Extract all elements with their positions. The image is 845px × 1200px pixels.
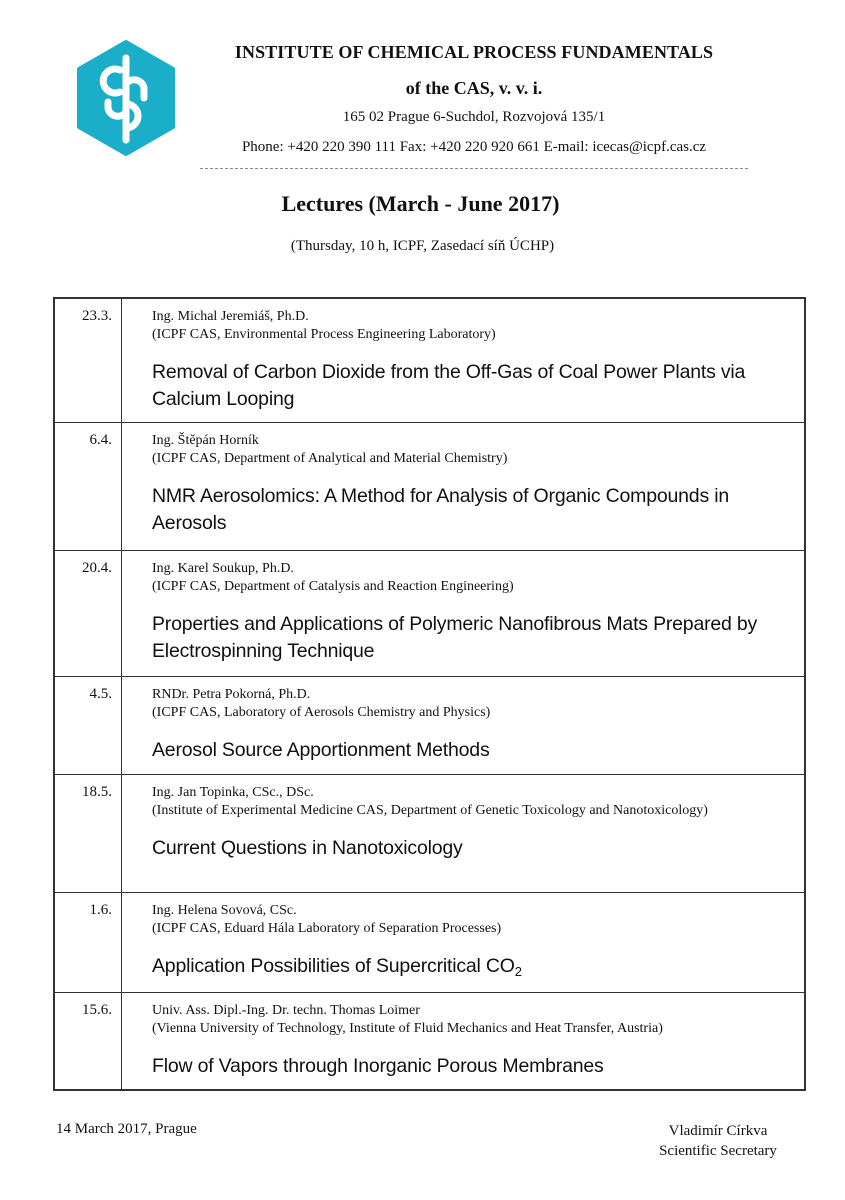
lecture-date: 6.4.	[54, 422, 122, 550]
institute-address: 165 02 Prague 6-Suchdol, Rozvojová 135/1	[342, 109, 606, 125]
lecture-info	[122, 422, 806, 550]
lecture-affiliation: (ICPF CAS, Eduard Hála Laboratory of Separation Processes)	[152, 920, 502, 936]
lecture-speaker: Ing. Jan Topinka, CSc., DSc.	[152, 784, 314, 800]
lecture-date: 18.5.	[54, 774, 122, 892]
document-title-text: Lectures (March - June 2017)	[281, 191, 560, 216]
table-row	[54, 774, 805, 892]
lecture-title: Current Questions in Nanotoxicology	[152, 836, 463, 859]
lecture-speaker: Ing. Karel Soukup, Ph.D.	[152, 560, 294, 576]
lecture-speaker: Ing. Helena Sovová, CSc.	[152, 902, 297, 918]
lecture-date: 23.3.	[54, 298, 122, 422]
lecture-date: 20.4.	[54, 550, 122, 676]
lecture-affiliation: (ICPF CAS, Department of Catalysis and Reaction Engineering)	[152, 578, 514, 594]
table-row	[54, 550, 805, 676]
institute-name: INSTITUTE OF CHEMICAL PROCESS FUNDAMENTALS	[234, 42, 714, 62]
institute-subname: of the CAS, v. v. i.	[405, 78, 543, 98]
footer-date-place: 14 March 2017, Prague	[56, 1121, 197, 1137]
lecture-info	[122, 676, 806, 774]
table-row	[54, 422, 805, 550]
lecture-date: 4.5.	[54, 676, 122, 774]
lecture-affiliation: (ICPF CAS, Department of Analytical and Material Chemistry)	[152, 450, 508, 466]
lecture-title	[152, 953, 794, 980]
lecture-date: 1.6.	[54, 892, 122, 992]
table-row	[54, 892, 805, 992]
lecture-title-text: Application Possibilities of Supercritical CO	[152, 954, 515, 977]
signatory-name: Vladimír Církva	[668, 1123, 768, 1139]
lectures-table	[53, 297, 806, 1091]
signatory-role: Scientific Secretary	[659, 1143, 777, 1159]
table-row	[54, 298, 805, 422]
document-title	[0, 191, 845, 217]
table-row	[54, 676, 805, 774]
footer-signature	[620, 1121, 816, 1161]
lecture-info	[122, 892, 806, 992]
lecture-info	[122, 550, 806, 676]
lecture-title: Aerosol Source Apportionment Methods	[152, 738, 490, 761]
header-divider	[200, 168, 748, 169]
lecture-date: 15.6.	[54, 992, 122, 1090]
lecture-affiliation: (ICPF CAS, Laboratory of Aerosols Chemistry and Physics)	[152, 704, 491, 720]
table-row	[54, 992, 805, 1090]
lecture-speaker: Ing. Michal Jeremiáš, Ph.D.	[152, 309, 309, 324]
lecture-speaker: RNDr. Petra Pokorná, Ph.D.	[152, 686, 311, 702]
institute-logo-icon	[76, 40, 176, 156]
lecture-affiliation: (Institute of Experimental Medicine CAS, Department of Genetic Toxicology and Nanotoxicology)	[152, 802, 708, 818]
lecture-title: Properties and Applications of Polymeric Nanofibrous Mats Prepared by Electrospinning Technique	[152, 612, 758, 662]
document-subtitle: (Thursday, 10 h, ICPF, Zasedací síň ÚCHP)	[290, 238, 555, 254]
institute-contact: Phone: +420 220 390 111 Fax: +420 220 920 661 E-mail: icecas@icpf.cas.cz	[241, 139, 707, 155]
lecture-info	[122, 992, 806, 1090]
lecture-title: Flow of Vapors through Inorganic Porous Membranes	[152, 1054, 604, 1077]
lecture-affiliation: (Vienna University of Technology, Institute of Fluid Mechanics and Heat Transfer, Austria)	[152, 1020, 663, 1036]
lecture-affiliation: (ICPF CAS, Environmental Process Engineering Laboratory)	[152, 327, 496, 342]
lecture-info	[122, 774, 806, 892]
lecture-info	[122, 298, 806, 422]
lecture-title-subscript: 2	[514, 963, 522, 979]
lecture-title: Removal of Carbon Dioxide from the Off-Gas of Coal Power Plants via Calcium Looping	[152, 361, 746, 410]
lecture-speaker: Ing. Štěpán Horník	[152, 432, 259, 448]
lecture-speaker: Univ. Ass. Dipl.-Ing. Dr. techn. Thomas Loimer	[152, 1002, 420, 1018]
lecture-title: NMR Aerosolomics: A Method for Analysis of Organic Compounds in Aerosols	[152, 484, 729, 534]
